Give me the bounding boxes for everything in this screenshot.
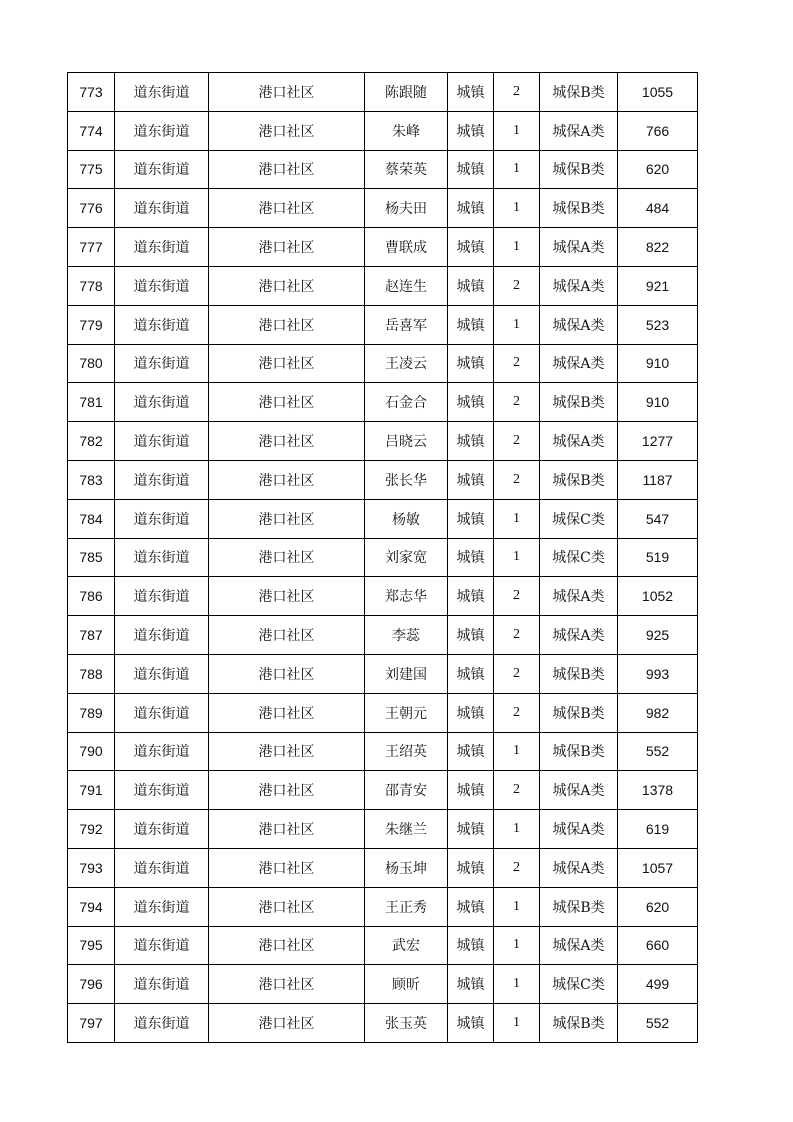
count-cell: 1 <box>494 732 540 771</box>
amount-cell: 982 <box>618 693 698 732</box>
street-cell: 道东街道 <box>115 538 209 577</box>
street-cell: 道东街道 <box>115 111 209 150</box>
table-row <box>68 1004 698 1043</box>
row-number: 797 <box>68 1004 115 1043</box>
amount-cell: 1057 <box>618 848 698 887</box>
community-cell: 港口社区 <box>209 305 365 344</box>
community-cell: 港口社区 <box>209 383 365 422</box>
type-cell: 城镇 <box>448 150 494 189</box>
amount-cell: 547 <box>618 499 698 538</box>
roster-body <box>68 73 698 1043</box>
row-number: 794 <box>68 887 115 926</box>
name-cell: 武宏 <box>365 926 448 965</box>
name-cell: 曹联成 <box>365 228 448 267</box>
roster-table <box>67 72 698 1043</box>
amount-cell: 1187 <box>618 460 698 499</box>
street-cell: 道东街道 <box>115 383 209 422</box>
count-cell: 1 <box>494 111 540 150</box>
count-cell: 2 <box>494 383 540 422</box>
name-cell: 郑志华 <box>365 577 448 616</box>
category-cell: 城保A类 <box>540 926 618 965</box>
street-cell: 道东街道 <box>115 266 209 305</box>
amount-cell: 552 <box>618 732 698 771</box>
table-row <box>68 965 698 1004</box>
type-cell: 城镇 <box>448 460 494 499</box>
category-cell: 城保B类 <box>540 383 618 422</box>
count-cell: 2 <box>494 577 540 616</box>
count-cell: 1 <box>494 926 540 965</box>
type-cell: 城镇 <box>448 111 494 150</box>
street-cell: 道东街道 <box>115 926 209 965</box>
name-cell: 王朝元 <box>365 693 448 732</box>
name-cell: 邵青安 <box>365 771 448 810</box>
type-cell: 城镇 <box>448 189 494 228</box>
street-cell: 道东街道 <box>115 732 209 771</box>
amount-cell: 552 <box>618 1004 698 1043</box>
name-cell: 王正秀 <box>365 887 448 926</box>
community-cell: 港口社区 <box>209 150 365 189</box>
count-cell: 2 <box>494 460 540 499</box>
table-row <box>68 266 698 305</box>
name-cell: 李蕊 <box>365 616 448 655</box>
street-cell: 道东街道 <box>115 499 209 538</box>
name-cell: 王凌云 <box>365 344 448 383</box>
count-cell: 1 <box>494 1004 540 1043</box>
category-cell: 城保C类 <box>540 538 618 577</box>
type-cell: 城镇 <box>448 965 494 1004</box>
amount-cell: 910 <box>618 383 698 422</box>
community-cell: 港口社区 <box>209 732 365 771</box>
category-cell: 城保A类 <box>540 111 618 150</box>
row-number: 774 <box>68 111 115 150</box>
table-row <box>68 73 698 112</box>
community-cell: 港口社区 <box>209 810 365 849</box>
name-cell: 石金合 <box>365 383 448 422</box>
community-cell: 港口社区 <box>209 1004 365 1043</box>
row-number: 780 <box>68 344 115 383</box>
community-cell: 港口社区 <box>209 771 365 810</box>
type-cell: 城镇 <box>448 422 494 461</box>
community-cell: 港口社区 <box>209 189 365 228</box>
table-row <box>68 111 698 150</box>
row-number: 785 <box>68 538 115 577</box>
count-cell: 2 <box>494 266 540 305</box>
name-cell: 杨夫田 <box>365 189 448 228</box>
table-row <box>68 616 698 655</box>
count-cell: 1 <box>494 965 540 1004</box>
name-cell: 朱继兰 <box>365 810 448 849</box>
category-cell: 城保C类 <box>540 499 618 538</box>
category-cell: 城保B类 <box>540 654 618 693</box>
table-row <box>68 577 698 616</box>
count-cell: 2 <box>494 654 540 693</box>
table-row <box>68 848 698 887</box>
community-cell: 港口社区 <box>209 577 365 616</box>
type-cell: 城镇 <box>448 771 494 810</box>
name-cell: 王绍英 <box>365 732 448 771</box>
name-cell: 顾昕 <box>365 965 448 1004</box>
row-number: 795 <box>68 926 115 965</box>
amount-cell: 620 <box>618 887 698 926</box>
category-cell: 城保A类 <box>540 577 618 616</box>
count-cell: 1 <box>494 499 540 538</box>
name-cell: 杨敏 <box>365 499 448 538</box>
row-number: 792 <box>68 810 115 849</box>
type-cell: 城镇 <box>448 305 494 344</box>
table-row <box>68 693 698 732</box>
street-cell: 道东街道 <box>115 150 209 189</box>
row-number: 779 <box>68 305 115 344</box>
type-cell: 城镇 <box>448 732 494 771</box>
street-cell: 道东街道 <box>115 305 209 344</box>
row-number: 782 <box>68 422 115 461</box>
row-number: 776 <box>68 189 115 228</box>
row-number: 787 <box>68 616 115 655</box>
street-cell: 道东街道 <box>115 693 209 732</box>
community-cell: 港口社区 <box>209 266 365 305</box>
community-cell: 港口社区 <box>209 538 365 577</box>
amount-cell: 1277 <box>618 422 698 461</box>
row-number: 789 <box>68 693 115 732</box>
street-cell: 道东街道 <box>115 577 209 616</box>
amount-cell: 620 <box>618 150 698 189</box>
name-cell: 张长华 <box>365 460 448 499</box>
row-number: 773 <box>68 73 115 112</box>
community-cell: 港口社区 <box>209 460 365 499</box>
community-cell: 港口社区 <box>209 499 365 538</box>
street-cell: 道东街道 <box>115 848 209 887</box>
row-number: 793 <box>68 848 115 887</box>
community-cell: 港口社区 <box>209 73 365 112</box>
category-cell: 城保A类 <box>540 771 618 810</box>
name-cell: 蔡荣英 <box>365 150 448 189</box>
type-cell: 城镇 <box>448 344 494 383</box>
type-cell: 城镇 <box>448 73 494 112</box>
row-number: 781 <box>68 383 115 422</box>
type-cell: 城镇 <box>448 228 494 267</box>
row-number: 783 <box>68 460 115 499</box>
community-cell: 港口社区 <box>209 422 365 461</box>
amount-cell: 484 <box>618 189 698 228</box>
category-cell: 城保B类 <box>540 732 618 771</box>
type-cell: 城镇 <box>448 383 494 422</box>
type-cell: 城镇 <box>448 1004 494 1043</box>
type-cell: 城镇 <box>448 693 494 732</box>
type-cell: 城镇 <box>448 266 494 305</box>
table-row <box>68 654 698 693</box>
table-row <box>68 926 698 965</box>
count-cell: 1 <box>494 810 540 849</box>
row-number: 778 <box>68 266 115 305</box>
amount-cell: 523 <box>618 305 698 344</box>
row-number: 796 <box>68 965 115 1004</box>
table-row <box>68 887 698 926</box>
name-cell: 吕晓云 <box>365 422 448 461</box>
category-cell: 城保B类 <box>540 887 618 926</box>
type-cell: 城镇 <box>448 499 494 538</box>
table-row <box>68 732 698 771</box>
row-number: 790 <box>68 732 115 771</box>
table-row <box>68 150 698 189</box>
name-cell: 赵连生 <box>365 266 448 305</box>
category-cell: 城保B类 <box>540 150 618 189</box>
count-cell: 2 <box>494 771 540 810</box>
count-cell: 2 <box>494 848 540 887</box>
name-cell: 张玉英 <box>365 1004 448 1043</box>
type-cell: 城镇 <box>448 616 494 655</box>
community-cell: 港口社区 <box>209 654 365 693</box>
category-cell: 城保A类 <box>540 810 618 849</box>
community-cell: 港口社区 <box>209 693 365 732</box>
table-row <box>68 383 698 422</box>
amount-cell: 1378 <box>618 771 698 810</box>
row-number: 788 <box>68 654 115 693</box>
count-cell: 1 <box>494 887 540 926</box>
street-cell: 道东街道 <box>115 228 209 267</box>
table-row <box>68 538 698 577</box>
table-row <box>68 810 698 849</box>
count-cell: 1 <box>494 538 540 577</box>
street-cell: 道东街道 <box>115 189 209 228</box>
count-cell: 2 <box>494 616 540 655</box>
count-cell: 2 <box>494 693 540 732</box>
row-number: 791 <box>68 771 115 810</box>
count-cell: 1 <box>494 150 540 189</box>
table-row <box>68 771 698 810</box>
amount-cell: 766 <box>618 111 698 150</box>
category-cell: 城保B类 <box>540 189 618 228</box>
street-cell: 道东街道 <box>115 654 209 693</box>
street-cell: 道东街道 <box>115 344 209 383</box>
type-cell: 城镇 <box>448 887 494 926</box>
community-cell: 港口社区 <box>209 111 365 150</box>
amount-cell: 925 <box>618 616 698 655</box>
community-cell: 港口社区 <box>209 616 365 655</box>
community-cell: 港口社区 <box>209 887 365 926</box>
amount-cell: 619 <box>618 810 698 849</box>
count-cell: 1 <box>494 228 540 267</box>
street-cell: 道东街道 <box>115 887 209 926</box>
amount-cell: 499 <box>618 965 698 1004</box>
category-cell: 城保A类 <box>540 305 618 344</box>
name-cell: 陈跟随 <box>365 73 448 112</box>
category-cell: 城保A类 <box>540 422 618 461</box>
table-row <box>68 344 698 383</box>
row-number: 786 <box>68 577 115 616</box>
category-cell: 城保C类 <box>540 965 618 1004</box>
type-cell: 城镇 <box>448 577 494 616</box>
street-cell: 道东街道 <box>115 422 209 461</box>
street-cell: 道东街道 <box>115 1004 209 1043</box>
community-cell: 港口社区 <box>209 965 365 1004</box>
category-cell: 城保B类 <box>540 693 618 732</box>
count-cell: 1 <box>494 189 540 228</box>
table-row <box>68 305 698 344</box>
street-cell: 道东街道 <box>115 771 209 810</box>
row-number: 777 <box>68 228 115 267</box>
amount-cell: 1055 <box>618 73 698 112</box>
type-cell: 城镇 <box>448 848 494 887</box>
table-row <box>68 460 698 499</box>
amount-cell: 519 <box>618 538 698 577</box>
community-cell: 港口社区 <box>209 344 365 383</box>
type-cell: 城镇 <box>448 654 494 693</box>
category-cell: 城保A类 <box>540 344 618 383</box>
street-cell: 道东街道 <box>115 460 209 499</box>
amount-cell: 993 <box>618 654 698 693</box>
community-cell: 港口社区 <box>209 228 365 267</box>
count-cell: 1 <box>494 305 540 344</box>
amount-cell: 822 <box>618 228 698 267</box>
category-cell: 城保A类 <box>540 228 618 267</box>
name-cell: 朱峰 <box>365 111 448 150</box>
category-cell: 城保A类 <box>540 616 618 655</box>
amount-cell: 660 <box>618 926 698 965</box>
category-cell: 城保A类 <box>540 848 618 887</box>
row-number: 784 <box>68 499 115 538</box>
type-cell: 城镇 <box>448 810 494 849</box>
amount-cell: 921 <box>618 266 698 305</box>
community-cell: 港口社区 <box>209 926 365 965</box>
name-cell: 刘家宽 <box>365 538 448 577</box>
type-cell: 城镇 <box>448 538 494 577</box>
table-row <box>68 499 698 538</box>
street-cell: 道东街道 <box>115 616 209 655</box>
type-cell: 城镇 <box>448 926 494 965</box>
row-number: 775 <box>68 150 115 189</box>
street-cell: 道东街道 <box>115 810 209 849</box>
street-cell: 道东街道 <box>115 965 209 1004</box>
count-cell: 2 <box>494 344 540 383</box>
name-cell: 杨玉坤 <box>365 848 448 887</box>
category-cell: 城保B类 <box>540 460 618 499</box>
table-row <box>68 422 698 461</box>
category-cell: 城保B类 <box>540 1004 618 1043</box>
amount-cell: 1052 <box>618 577 698 616</box>
table-row <box>68 189 698 228</box>
name-cell: 刘建国 <box>365 654 448 693</box>
count-cell: 2 <box>494 422 540 461</box>
name-cell: 岳喜军 <box>365 305 448 344</box>
street-cell: 道东街道 <box>115 73 209 112</box>
count-cell: 2 <box>494 73 540 112</box>
amount-cell: 910 <box>618 344 698 383</box>
community-cell: 港口社区 <box>209 848 365 887</box>
category-cell: 城保A类 <box>540 266 618 305</box>
category-cell: 城保B类 <box>540 73 618 112</box>
table-row <box>68 228 698 267</box>
